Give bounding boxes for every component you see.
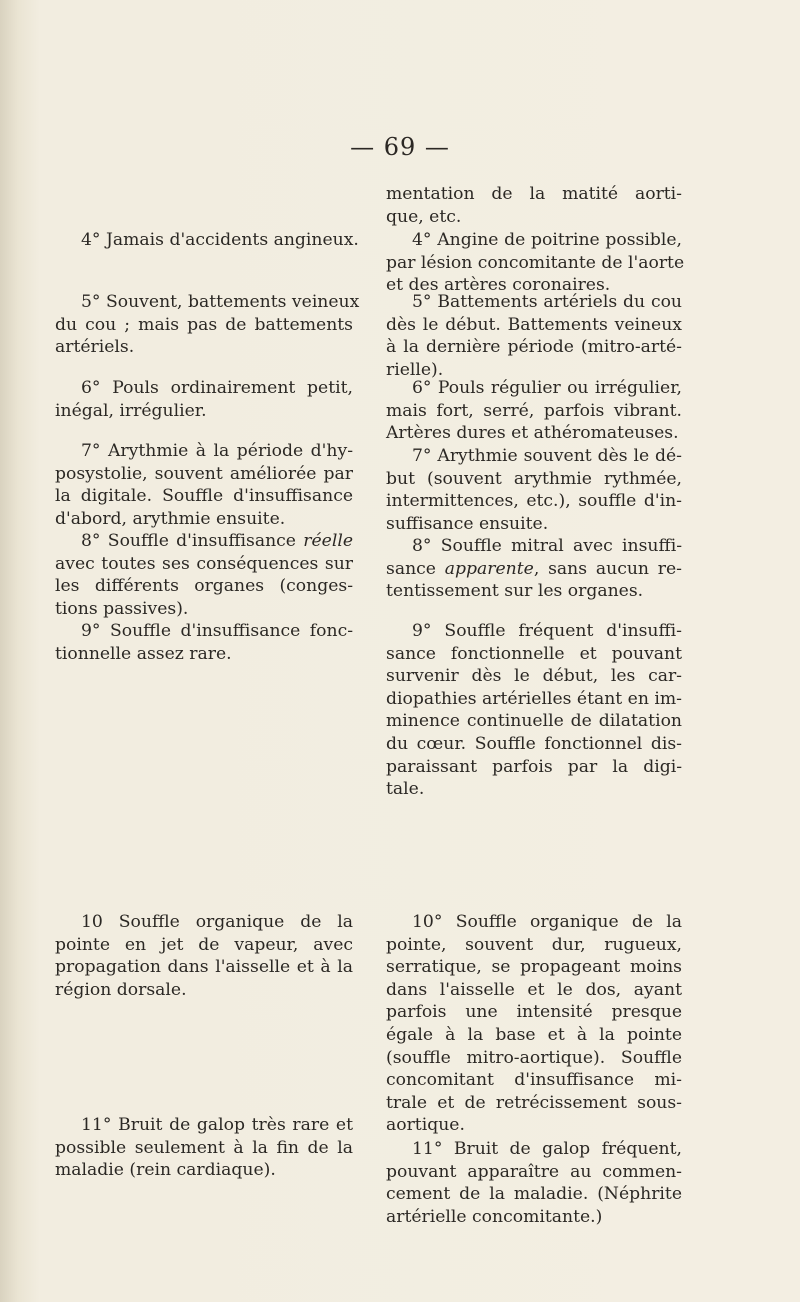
text-line: (souffle mitro-aortique). Souffle: [386, 1047, 682, 1068]
text-line: intermittences, etc.), souffle d'in-: [386, 491, 682, 512]
text-line: dès le début. Battements veineux: [386, 314, 682, 335]
text-line: minence continuelle de dilatation: [386, 711, 682, 732]
text-line: tale.: [386, 779, 425, 800]
text-line: région dorsale.: [55, 979, 187, 1000]
text-line: tentissement sur les organes.: [386, 581, 644, 602]
text-line: concomitant d'insuffisance mi-: [386, 1070, 682, 1091]
text-line: 4° Jamais d'accidents angineux.: [81, 230, 359, 250]
text-line: suffisance ensuite.: [386, 513, 549, 534]
emphasis-text: réelle: [303, 531, 353, 551]
left-item-8: [55, 530, 353, 620]
text-fragment: sance: [386, 558, 436, 579]
text-line: pouvant apparaître au commen-: [386, 1161, 682, 1182]
text-line: artérielle concomitante.): [386, 1206, 603, 1227]
right-item-7: [386, 445, 682, 535]
text-line: possible seulement à la fin de la: [55, 1137, 353, 1158]
text-line: diopathies artérielles étant en im-: [386, 688, 682, 709]
text-line: 9° Souffle fréquent d'insuffi-: [412, 621, 682, 641]
right-item-5: [386, 291, 682, 381]
right-item-9: [386, 620, 682, 801]
text-fragment: , sans aucun re-: [533, 558, 682, 579]
left-item-6: [55, 377, 353, 422]
text-line: [55, 530, 353, 553]
text-line: pointe en jet de vapeur, avec: [55, 934, 353, 955]
text-line: du cœur. Souffle fonctionnel dis-: [386, 733, 682, 754]
text-line: les différents organes (conges-: [55, 576, 353, 597]
text-line: que, etc.: [386, 206, 462, 227]
text-line: 11° Bruit de galop très rare et: [81, 1115, 353, 1135]
left-item-10: [55, 911, 353, 1001]
left-item-4: [55, 229, 359, 252]
right-item-11: [386, 1138, 682, 1228]
text-line: 6° Pouls ordinairement petit,: [81, 378, 353, 398]
right-item-3-continuation: [386, 183, 682, 228]
text-line: égale à la base et à la pointe: [386, 1024, 682, 1045]
text-line: dans l'aisselle et le dos, ayant: [386, 979, 682, 1000]
text-line: mais fort, serré, parfois vibrant.: [386, 400, 682, 421]
text-line: rielle).: [386, 359, 444, 380]
text-line: 7° Arythmie à la période d'hy-: [81, 441, 353, 461]
right-item-10: [386, 911, 682, 1137]
left-item-7: [55, 440, 353, 530]
text-line: posystolie, souvent améliorée par: [55, 463, 353, 484]
text-line: tionnelle assez rare.: [55, 643, 232, 664]
text-line: aortique.: [386, 1115, 465, 1136]
text-line: 6° Pouls régulier ou irrégulier,: [412, 378, 682, 398]
left-item-11: [55, 1114, 353, 1182]
text-line: pointe, souvent dur, rugueux,: [386, 934, 682, 955]
text-line: maladie (rein cardiaque).: [55, 1160, 276, 1181]
text-line: artériels.: [55, 337, 135, 358]
text-line: trale et de retrécissement sous-: [386, 1092, 682, 1113]
text-line: [386, 558, 682, 581]
text-line: du cou ; mais pas de battements: [55, 314, 353, 335]
text-line: parfois une intensité presque: [386, 1002, 682, 1023]
text-line: 10° Souffle organique de la: [412, 912, 682, 932]
text-line: et des artères coronaires.: [386, 275, 611, 296]
right-item-4: [386, 229, 685, 297]
text-line: paraissant parfois par la digi-: [386, 756, 682, 777]
text-line: par lésion concomitante de l'aorte: [386, 252, 685, 273]
right-item-8: [386, 535, 682, 603]
text-line: 5° Souvent, battements veineux: [81, 292, 360, 312]
text-line: serratique, se propageant moins: [386, 957, 682, 978]
text-line: 4° Angine de poitrine possible,: [412, 230, 682, 250]
text-line: propagation dans l'aisselle et à la: [55, 957, 353, 978]
text-line: Artères dures et athéromateuses.: [386, 423, 679, 444]
text-line: 9° Souffle d'insuffisance fonc-: [81, 621, 353, 641]
text-line: 11° Bruit de galop fréquent,: [412, 1139, 682, 1159]
text-line: 8° Souffle mitral avec insuffi-: [412, 536, 682, 556]
text-line: survenir dès le début, les car-: [386, 666, 682, 687]
text-line: 5° Battements artériels du cou: [412, 292, 682, 312]
emphasis-text: apparente: [444, 558, 534, 579]
text-line: la digitale. Souffle d'insuffisance: [55, 486, 353, 507]
left-item-5: [55, 291, 360, 359]
text-line: à la dernière période (mitro-arté-: [386, 337, 682, 358]
text-line: 10 Souffle organique de la: [81, 912, 353, 932]
text-line: d'abord, arythmie ensuite.: [55, 508, 286, 529]
text-line: tions passives).: [55, 598, 189, 619]
text-line: sance fonctionnelle et pouvant: [386, 643, 682, 664]
left-item-9: [55, 620, 353, 665]
text-line: mentation de la matité aorti-: [386, 184, 682, 204]
text-line: inégal, irrégulier.: [55, 400, 207, 421]
text-line: 7° Arythmie souvent dès le dé-: [412, 446, 682, 466]
text-line: but (souvent arythmie rythmée,: [386, 468, 682, 489]
right-item-6: [386, 377, 682, 445]
page-number: — 69 —: [350, 133, 450, 161]
text-line: cement de la maladie. (Néphrite: [386, 1184, 682, 1205]
text-fragment: 8° Souffle d'insuffisance: [81, 531, 296, 551]
text-line: avec toutes ses conséquences sur: [55, 553, 353, 574]
